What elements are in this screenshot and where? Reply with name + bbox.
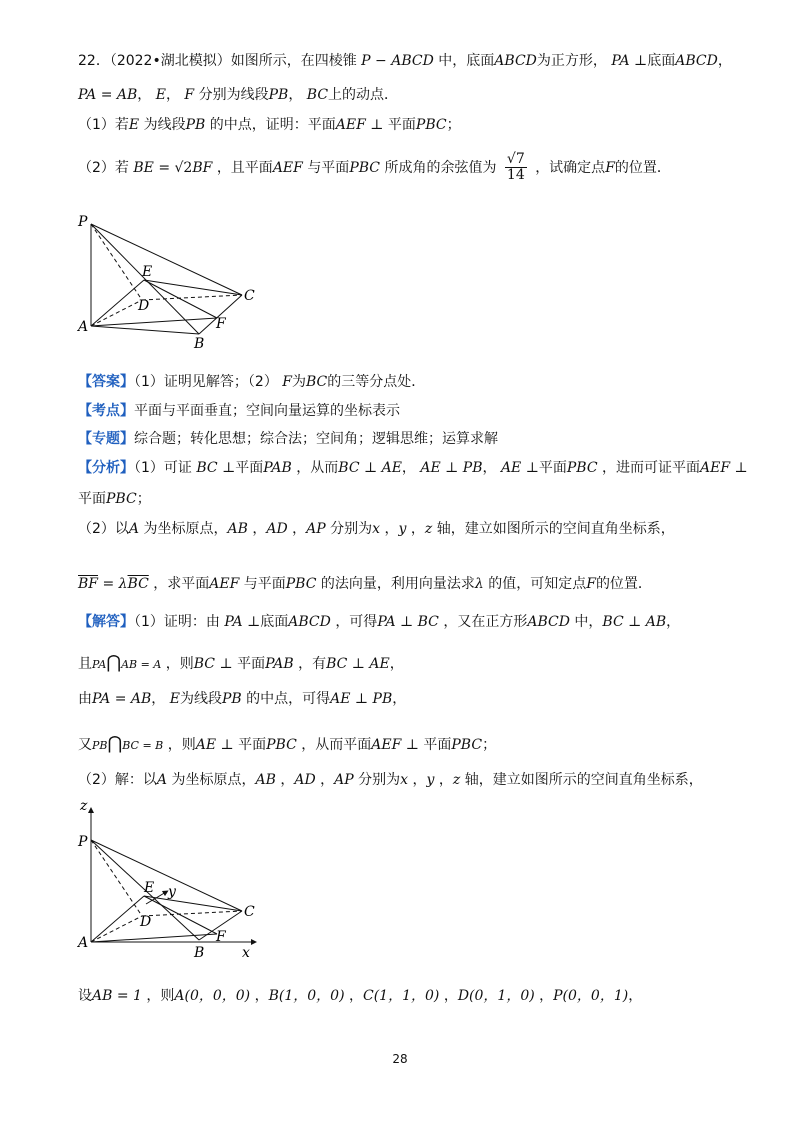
pyramid-figure-1 [74,210,274,350]
label-P: P [78,834,88,850]
solution-line-1: 【解答】（1）证明：由 PA ⊥底面ABCD ，可得PA ⊥ BC ，又在正方形ABCD 中，BC ⊥ AB， [78,614,681,630]
label-B: B [194,945,205,961]
answer-label: 【答案】 [78,374,134,390]
problem-number: 22． [78,53,110,69]
question-1: （1）若E 为线段PB 的中点，证明：平面AEF ⊥ 平面PBC； [78,117,461,133]
pyramid-figure-2 [74,796,274,966]
axis-label-x: x [242,945,250,961]
page-number: 28 [392,1052,408,1066]
analysis-label: 【分析】 [78,460,134,476]
analysis-line-3: （2）以A 为坐标原点，AB ，AD ，AP 分别为x ，y ，z 轴，建立如图所示的空间直角坐标系， [78,521,675,537]
answer-line: 【答案】（1）证明见解答；（2） F为BC的三等分点处． [78,374,426,390]
label-A: A [78,319,89,335]
label-A: A [78,935,89,951]
kaodian-line: 【考点】平面与平面垂直；空间向量运算的坐标表示 [78,403,400,419]
label-P: P [78,214,88,230]
analysis-line-4: $\overline{BF} = \lambda\overline{BC}$ ，求平面AEF 与平面PBC 的法向量，利用向量法求λ 的值，可知定点F的位置． [78,576,652,592]
label-D: D [140,914,152,930]
axis-label-y: y [168,884,176,900]
label-D: D [138,298,150,314]
solution-line-5: （2）解：以A 为坐标原点，AB ，AD ，AP 分别为x ，y ，z 轴，建立如图所示的空间直角坐标系， [78,772,703,788]
analysis-line-2: 平面PBC； [78,491,151,507]
label-E: E [142,264,153,280]
solution-label: 【解答】 [78,614,134,630]
label-C: C [244,904,255,920]
label-F: F [216,929,226,945]
label-B: B [194,336,205,350]
question-2: （2）若 BE = √2BF ，且平面AEF 与平面PBC 所成角的余弦值为 $\frac{√7}{14}$ ，试确定点F的位置． [78,151,671,184]
solution-line-3: 由PA = AB， E为线段PB 的中点，可得AE ⊥ PB， [78,691,407,707]
label-C: C [244,288,255,304]
cosine-fraction: $\frac{√7}{14}$ [506,151,525,184]
problem-line-1: 22．（2022•湖北模拟）如图所示，在四棱锥 P − ABCD 中，底面ABCD为正方形， PA ⊥底面ABCD， [78,53,732,69]
solution-line-6: 设AB = 1 ，则A(0，0，0) ，B(1，0，0) ，C(1，1，0) ，D(0，1，0) ，P(0，0，1)， [78,988,643,1004]
solution-line-2: 且PA⋂AB = A ，则BC ⊥ 平面PAB ，有BC ⊥ AE， [78,652,404,673]
problem-source: （2022•湖北模拟） [109,53,231,69]
kaodian-label: 【考点】 [78,403,134,419]
analysis-line-1: 【分析】（1）可证 BC ⊥平面PAB ，从而BC ⊥ AE， AE ⊥ PB， AE ⊥平面PBC ，进而可证平面AEF ⊥ [78,460,748,476]
zhuanti-line: 【专题】综合题；转化思想；综合法；空间角；逻辑思维；运算求解 [78,431,498,447]
label-E: E [144,880,155,896]
zhuanti-label: 【专题】 [78,431,134,447]
problem-line-2: PA = AB， E， F 分别为线段PB， BC上的动点． [78,87,399,103]
solution-line-4: 又PB⋂BC = B ，则AE ⊥ 平面PBC ，从而平面AEF ⊥ 平面PBC； [78,733,497,754]
axis-label-z: z [80,798,88,814]
label-F: F [216,316,226,332]
